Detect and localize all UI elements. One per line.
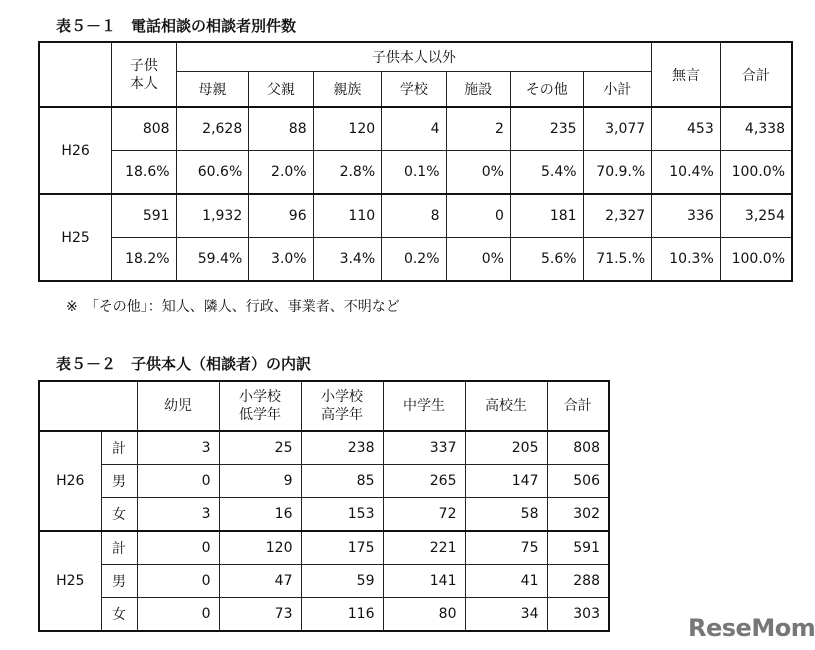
percent-cell: 100.0%: [720, 238, 792, 282]
count-cell: 4: [382, 107, 446, 151]
col-header: 学校: [382, 72, 446, 108]
percent-cell: 60.6%: [176, 151, 249, 195]
count-cell: 1,932: [176, 194, 249, 238]
value-cell: 221: [383, 531, 465, 565]
year-cell: H25: [39, 531, 101, 631]
percent-cell: 10.4%: [652, 151, 721, 195]
percent-cell: 18.6%: [112, 151, 176, 195]
count-cell: 4,338: [720, 107, 792, 151]
value-cell: 0: [137, 565, 219, 598]
table2-title: 表５－２ 子供本人（相談者）の内訳: [56, 355, 312, 373]
col-header: 高校生: [465, 381, 547, 431]
percent-cell: 70.9.%: [583, 151, 652, 195]
col-total: 合計: [720, 42, 792, 107]
table-row: [39, 107, 792, 151]
percent-cell: 10.3%: [652, 238, 721, 282]
count-cell: 453: [652, 107, 721, 151]
percent-cell: 71.5.%: [583, 238, 652, 282]
value-cell: 175: [301, 531, 383, 565]
value-cell: 153: [301, 498, 383, 532]
value-cell: 47: [219, 565, 301, 598]
count-cell: 2: [446, 107, 510, 151]
count-cell: 591: [112, 194, 176, 238]
row-label: 男: [101, 565, 137, 598]
caller-table: [38, 41, 793, 282]
value-cell: 808: [547, 431, 609, 465]
year-cell: H26: [39, 107, 112, 194]
corner-cell: [39, 381, 137, 431]
group-header: 子供本人以外: [176, 42, 652, 72]
col-header: 施設: [446, 72, 510, 108]
percent-cell: 0%: [446, 151, 510, 195]
table1-note: ※ 「その他」：知人、隣人、行政、事業者、不明など: [66, 299, 400, 315]
value-cell: 3: [137, 498, 219, 532]
value-cell: 25: [219, 431, 301, 465]
percent-cell: 3.4%: [313, 238, 382, 282]
col-header: その他: [510, 72, 583, 108]
value-cell: 59: [301, 565, 383, 598]
value-cell: 288: [547, 565, 609, 598]
col-silent: 無言: [652, 42, 721, 107]
col-header: 小学校 高学年: [301, 381, 383, 431]
value-cell: 506: [547, 465, 609, 498]
value-cell: 591: [547, 531, 609, 565]
percent-cell: 2.8%: [313, 151, 382, 195]
count-cell: 110: [313, 194, 382, 238]
count-cell: 336: [652, 194, 721, 238]
value-cell: 0: [137, 465, 219, 498]
count-cell: 8: [382, 194, 446, 238]
value-cell: 72: [383, 498, 465, 532]
col-header: 親族: [313, 72, 382, 108]
table-row: [39, 565, 609, 598]
percent-cell: 0.1%: [382, 151, 446, 195]
value-cell: 337: [383, 431, 465, 465]
value-cell: 9: [219, 465, 301, 498]
value-cell: 116: [301, 598, 383, 632]
count-cell: 120: [313, 107, 382, 151]
percent-cell: 100.0%: [720, 151, 792, 195]
count-cell: 96: [249, 194, 313, 238]
value-cell: 120: [219, 531, 301, 565]
table-row: [39, 151, 792, 195]
col-header: 小計: [583, 72, 652, 108]
value-cell: 75: [465, 531, 547, 565]
col-header: 父親: [249, 72, 313, 108]
count-cell: 2,628: [176, 107, 249, 151]
value-cell: 34: [465, 598, 547, 632]
row-label: 計: [101, 531, 137, 565]
col-header: 母親: [176, 72, 249, 108]
value-cell: 303: [547, 598, 609, 632]
count-cell: 3,077: [583, 107, 652, 151]
value-cell: 41: [465, 565, 547, 598]
percent-cell: 18.2%: [112, 238, 176, 282]
value-cell: 73: [219, 598, 301, 632]
table-row: [39, 238, 792, 282]
row-label: 男: [101, 465, 137, 498]
count-cell: 0: [446, 194, 510, 238]
table-row: [39, 598, 609, 632]
value-cell: 0: [137, 531, 219, 565]
col-header: 中学生: [383, 381, 465, 431]
count-cell: 2,327: [583, 194, 652, 238]
percent-cell: 2.0%: [249, 151, 313, 195]
percent-cell: 0%: [446, 238, 510, 282]
value-cell: 0: [137, 598, 219, 632]
col-self: 子供 本人: [112, 42, 176, 107]
value-cell: 80: [383, 598, 465, 632]
table-row: [39, 498, 609, 532]
row-label: 女: [101, 598, 137, 632]
value-cell: 265: [383, 465, 465, 498]
table-row: [39, 531, 609, 565]
count-cell: 235: [510, 107, 583, 151]
table1-title: 表５－１ 電話相談の相談者別件数: [56, 17, 297, 35]
col-header: 小学校 低学年: [219, 381, 301, 431]
count-cell: 3,254: [720, 194, 792, 238]
year-cell: H26: [39, 431, 101, 531]
table-row: [39, 431, 609, 465]
percent-cell: 0.2%: [382, 238, 446, 282]
percent-cell: 3.0%: [249, 238, 313, 282]
resemom-logo: ReseMom: [688, 614, 815, 642]
percent-cell: 5.4%: [510, 151, 583, 195]
year-cell: H25: [39, 194, 112, 281]
col-header: 幼児: [137, 381, 219, 431]
row-label: 計: [101, 431, 137, 465]
value-cell: 238: [301, 431, 383, 465]
table-row: [39, 465, 609, 498]
children-breakdown-table: [38, 380, 610, 632]
corner-cell: [39, 42, 112, 107]
value-cell: 205: [465, 431, 547, 465]
count-cell: 88: [249, 107, 313, 151]
value-cell: 147: [465, 465, 547, 498]
percent-cell: 5.6%: [510, 238, 583, 282]
value-cell: 58: [465, 498, 547, 532]
value-cell: 302: [547, 498, 609, 532]
value-cell: 85: [301, 465, 383, 498]
count-cell: 808: [112, 107, 176, 151]
percent-cell: 59.4%: [176, 238, 249, 282]
value-cell: 3: [137, 431, 219, 465]
col-header: 合計: [547, 381, 609, 431]
value-cell: 141: [383, 565, 465, 598]
count-cell: 181: [510, 194, 583, 238]
value-cell: 16: [219, 498, 301, 532]
table-row: [39, 194, 792, 238]
row-label: 女: [101, 498, 137, 532]
